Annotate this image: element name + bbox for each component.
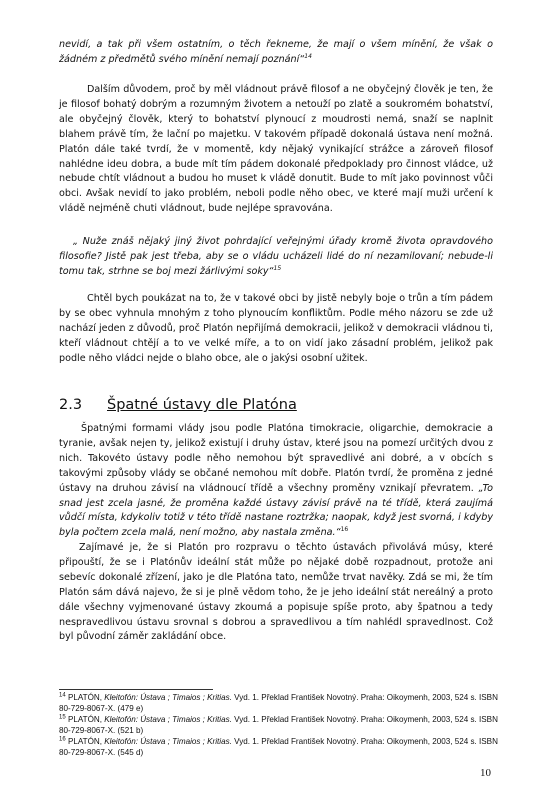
footnote-ref: 15 (273, 264, 282, 272)
footnote-work: Kleitofón: Ústava ; Timaios ; Kritias. (104, 693, 232, 702)
body-paragraph: Zajímavé je, že si Platón pro rozpravu o těchto ústavách přivolává músy, které připouští, že se i Platónův ideální stát může po nějaké době rozpadnout, protože ani sebevíc dokonalé zřízení, jako je dle Platóna tato, nemůže trvat navěky. Zdá se mi, že tím Platón sám dává najevo, že si je plně vědom toho, že je jeho ideální stát nereálný a proto dále všechny vyjmenované ústavy zkoumá a popisuje spíše proto, aby špatnou a tedy nespravedlivou ústavu srovnal s dobrou a spravedlivou a tím nahlédl spravedlnost. Což byl původní záměr zakládání obce. (59, 542, 493, 643)
body-paragraph: Dalším důvodem, proč by měl vládnout právě filosof a ne obyčejný člověk je ten, že je filosof bohatý dobrým a rozumným životem a netouží po zlatě a soukromém bohatství, ale obyčejný člověk, který to bohatství plynoucí z moudrosti nemá, snaží se naplnit blahem právě tím, že lační po majetku. V takovém případě dokonalá ústava není možná. Platón dále také tvrdí, že v momentě, kdy nějaký vynikající strážce a zároveň filosof nahlédne ideu dobra, a bude mít tím pádem dokonalé předpoklady pro činnost vládce, už nebude chtít vládnout a budou ho muset k vládě donutit. Bude to mít jako povinnost vůči obci. Avšak nevidí to jako problém, neboli podle něho obec, ve které mají muži určení k vládě nejméně chuti vládnout, bude nejlépe spravována. (59, 84, 493, 215)
footnote (59, 693, 499, 714)
footnote-details: Vyd. 1. Překlad František Novotný. Praha: Oikoymenh, 2003, 524 s. ISBN 80-729-8067-X. (521 b) (59, 715, 498, 735)
footnote-work: Kleitofón: Ústava ; Timaios ; Kritias. (104, 737, 232, 746)
quote-paragraph-15 (59, 235, 493, 280)
section-title: Špatné ústavy dle Platóna (107, 397, 297, 413)
footnote-details: Vyd. 1. Překlad František Novotný. Praha: Oikoymenh, 2003, 524 s. ISBN 80-729-8067-X. (479 e) (59, 693, 498, 713)
footnote-author: PLATÓN, (67, 737, 102, 746)
body-text: Špatnými formami vlády jsou podle Platóna timokracie, oligarchie, demokracie a tyranie, avšak nejen ty, jelikož existují i druhy ústav, které jsou na pomezí určitých dvou z nich. Takovéto ústavy podle něho nemohou být spravedlivé ani dobré, a v obcích s takovými způsoby vlády se občané nemohou mít dobře. Platón tvrdí, že proměna z jedné ústavy na druhou závisí na vládnoucí třídě a všechny proměny vznikají převratem. (59, 423, 493, 494)
footnote (59, 737, 499, 758)
footnote-author: PLATÓN, (67, 693, 102, 702)
quote-paragraph-14 (59, 38, 493, 68)
section-heading (59, 396, 297, 414)
footnote-mark: 15 (59, 714, 66, 721)
footnote-work: Kleitofón: Ústava ; Timaios ; Kritias. (104, 715, 232, 724)
footnote-divider (59, 689, 213, 690)
footnote-details: Vyd. 1. Překlad František Novotný. Praha: Oikoymenh, 2003, 524 s. ISBN 80-729-8067-X. (545 d) (59, 737, 498, 757)
quote-text: „ Nuže znáš nějaký jiný život pohrdající veřejnými úřady kromě života opravdového filosofie? Jistě pak jest třeba, aby se o vládu ucházeli lidé do ní nezamilovaní; nebude-li tomu tak, strhne se boj mezi žárlivými soky“ (59, 236, 493, 277)
body-paragraph (59, 422, 493, 541)
footnote-mark: 16 (59, 736, 66, 743)
footnote-ref: 16 (340, 526, 349, 534)
footnote-ref: 14 (304, 52, 312, 60)
footnote (59, 715, 499, 736)
body-paragraph: Chtěl bych poukázat na to, že v takové obci by jistě nebyly boje o trůn a tím pádem by se obec vyhnula mnohým z toho plynoucím konfliktům. Podle mého názoru se zde už nachází jeden z důvodů, proč Platón nepřijímá demokracii, jelikož v demokracii vládnou ti, kteří vládnout chtějí a to ve velké míře, a to on vidí jako zásadní problém, jelikož pak podle něho vládci nejde o blaho obce, ale o jakýsi osobní užitek. (59, 293, 493, 364)
inline-quote: „To snad jest zcela jasné, že proměna každé ústavy závisí právě na té třídě, která zaujímá vůdčí místa, kdykoliv totiž v této třídě nastane roztržka; naopak, když jest svorná, i kdyby byla počtem zcela malá, není možno, aby nastala změna.“ (59, 482, 493, 539)
page-number: 10 (480, 767, 491, 779)
footnote-mark: 14 (59, 692, 66, 699)
quote-text: nevidí, a tak při všem ostatním, o těch řekneme, že mají o všem mínění, že však o žádném z předmětů svého mínění nemají poznání“ (59, 39, 493, 65)
section-number: 2.3 (59, 397, 83, 413)
footnote-author: PLATÓN, (67, 715, 102, 724)
